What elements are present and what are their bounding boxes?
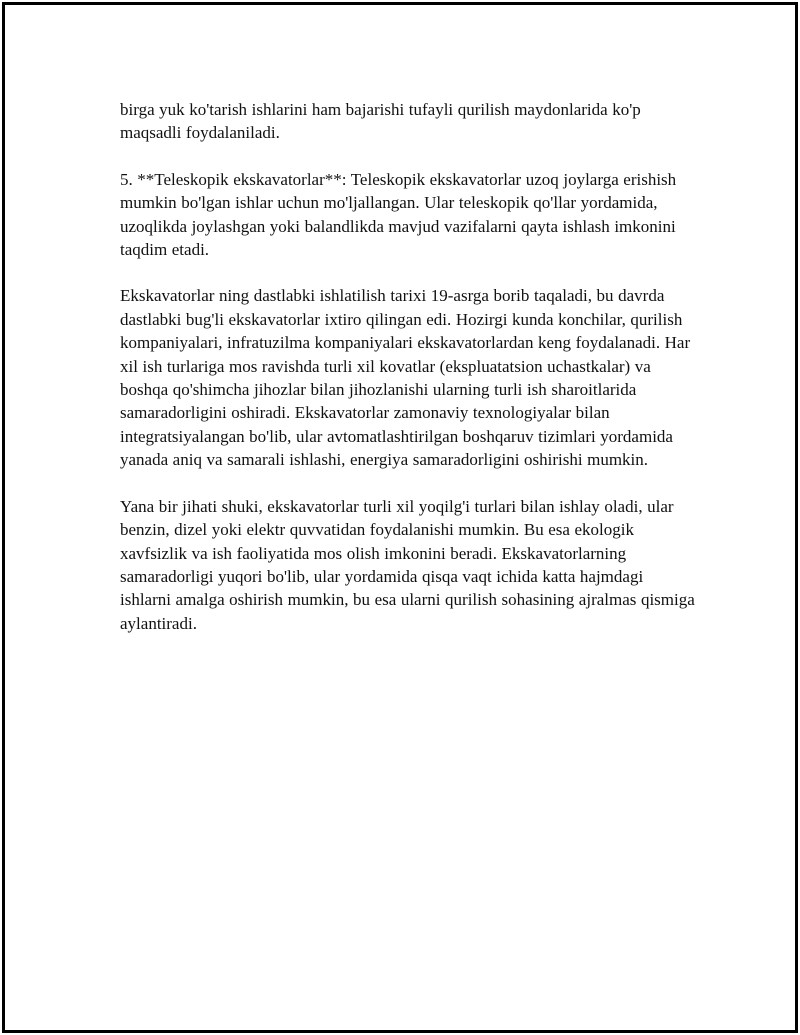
paragraph-excavator-history: Ekskavatorlar ning dastlabki ishlatilish tarixi 19-asrga borib taqaladi, bu davrda dastlabki bug'li ekskavatorlar ixtiro qilingan edi. Hozirgi kunda konchilar, qurilish kompaniyalari, infratuzilma kompaniyalari ekskavatorlardan keng foydalanadi. Har xil ish turlariga mos ravishda turli xil kovatlar (ekspluatatsion uchastkalar) va boshqa qo'shimcha jihozlar bilan jihozlanishi ularning turli ish sharoitlarida samaradorligini oshiradi. Ekskavatorlar zamonaviy texnologiyalar bilan integratsiyalangan bo'lib, ular avtomatlashtirilgan boshqaruv tizimlari yordamida yanada aniq va samarali ishlashi, energiya samaradorligini oshirishi mumkin. <box>120 286 691 470</box>
paragraph-telescopic-excavators: 5. **Teleskopik ekskavatorlar**: Teleskopik ekskavatorlar uzoq joylarga erishish mumkin bo'lgan ishlar uchun mo'ljallangan. Ular teleskopik qo'llar yordamida, uzoqlikda joylashgan yoki balandlikda mavjud vazifalarni qayta ishlash imkonini taqdim etadi. <box>120 169 677 260</box>
page-border <box>2 2 798 1033</box>
paragraph-continuation: birga yuk ko'tarish ishlarini ham bajarishi tufayli qurilish maydonlarida ko'p maqsadli foydalaniladi. <box>120 100 641 143</box>
document-body <box>120 98 695 658</box>
paragraph-fuel-types: Yana bir jihati shuki, ekskavatorlar turli xil yoqilg'i turlari bilan ishlay oladi, ular benzin, dizel yoki elektr quvvatidan foydalanishi mumkin. Bu esa ekologik xavfsizlik va ish faoliyatida mos olish imkonini beradi. Ekskavatorlarning samaradorligi yuqori bo'lib, ular yordamida qisqa vaqt ichida katta hajmdagi ishlarni amalga oshirish mumkin, bu esa ularni qurilish sohasining ajralmas qismiga aylantiradi. <box>120 496 695 633</box>
